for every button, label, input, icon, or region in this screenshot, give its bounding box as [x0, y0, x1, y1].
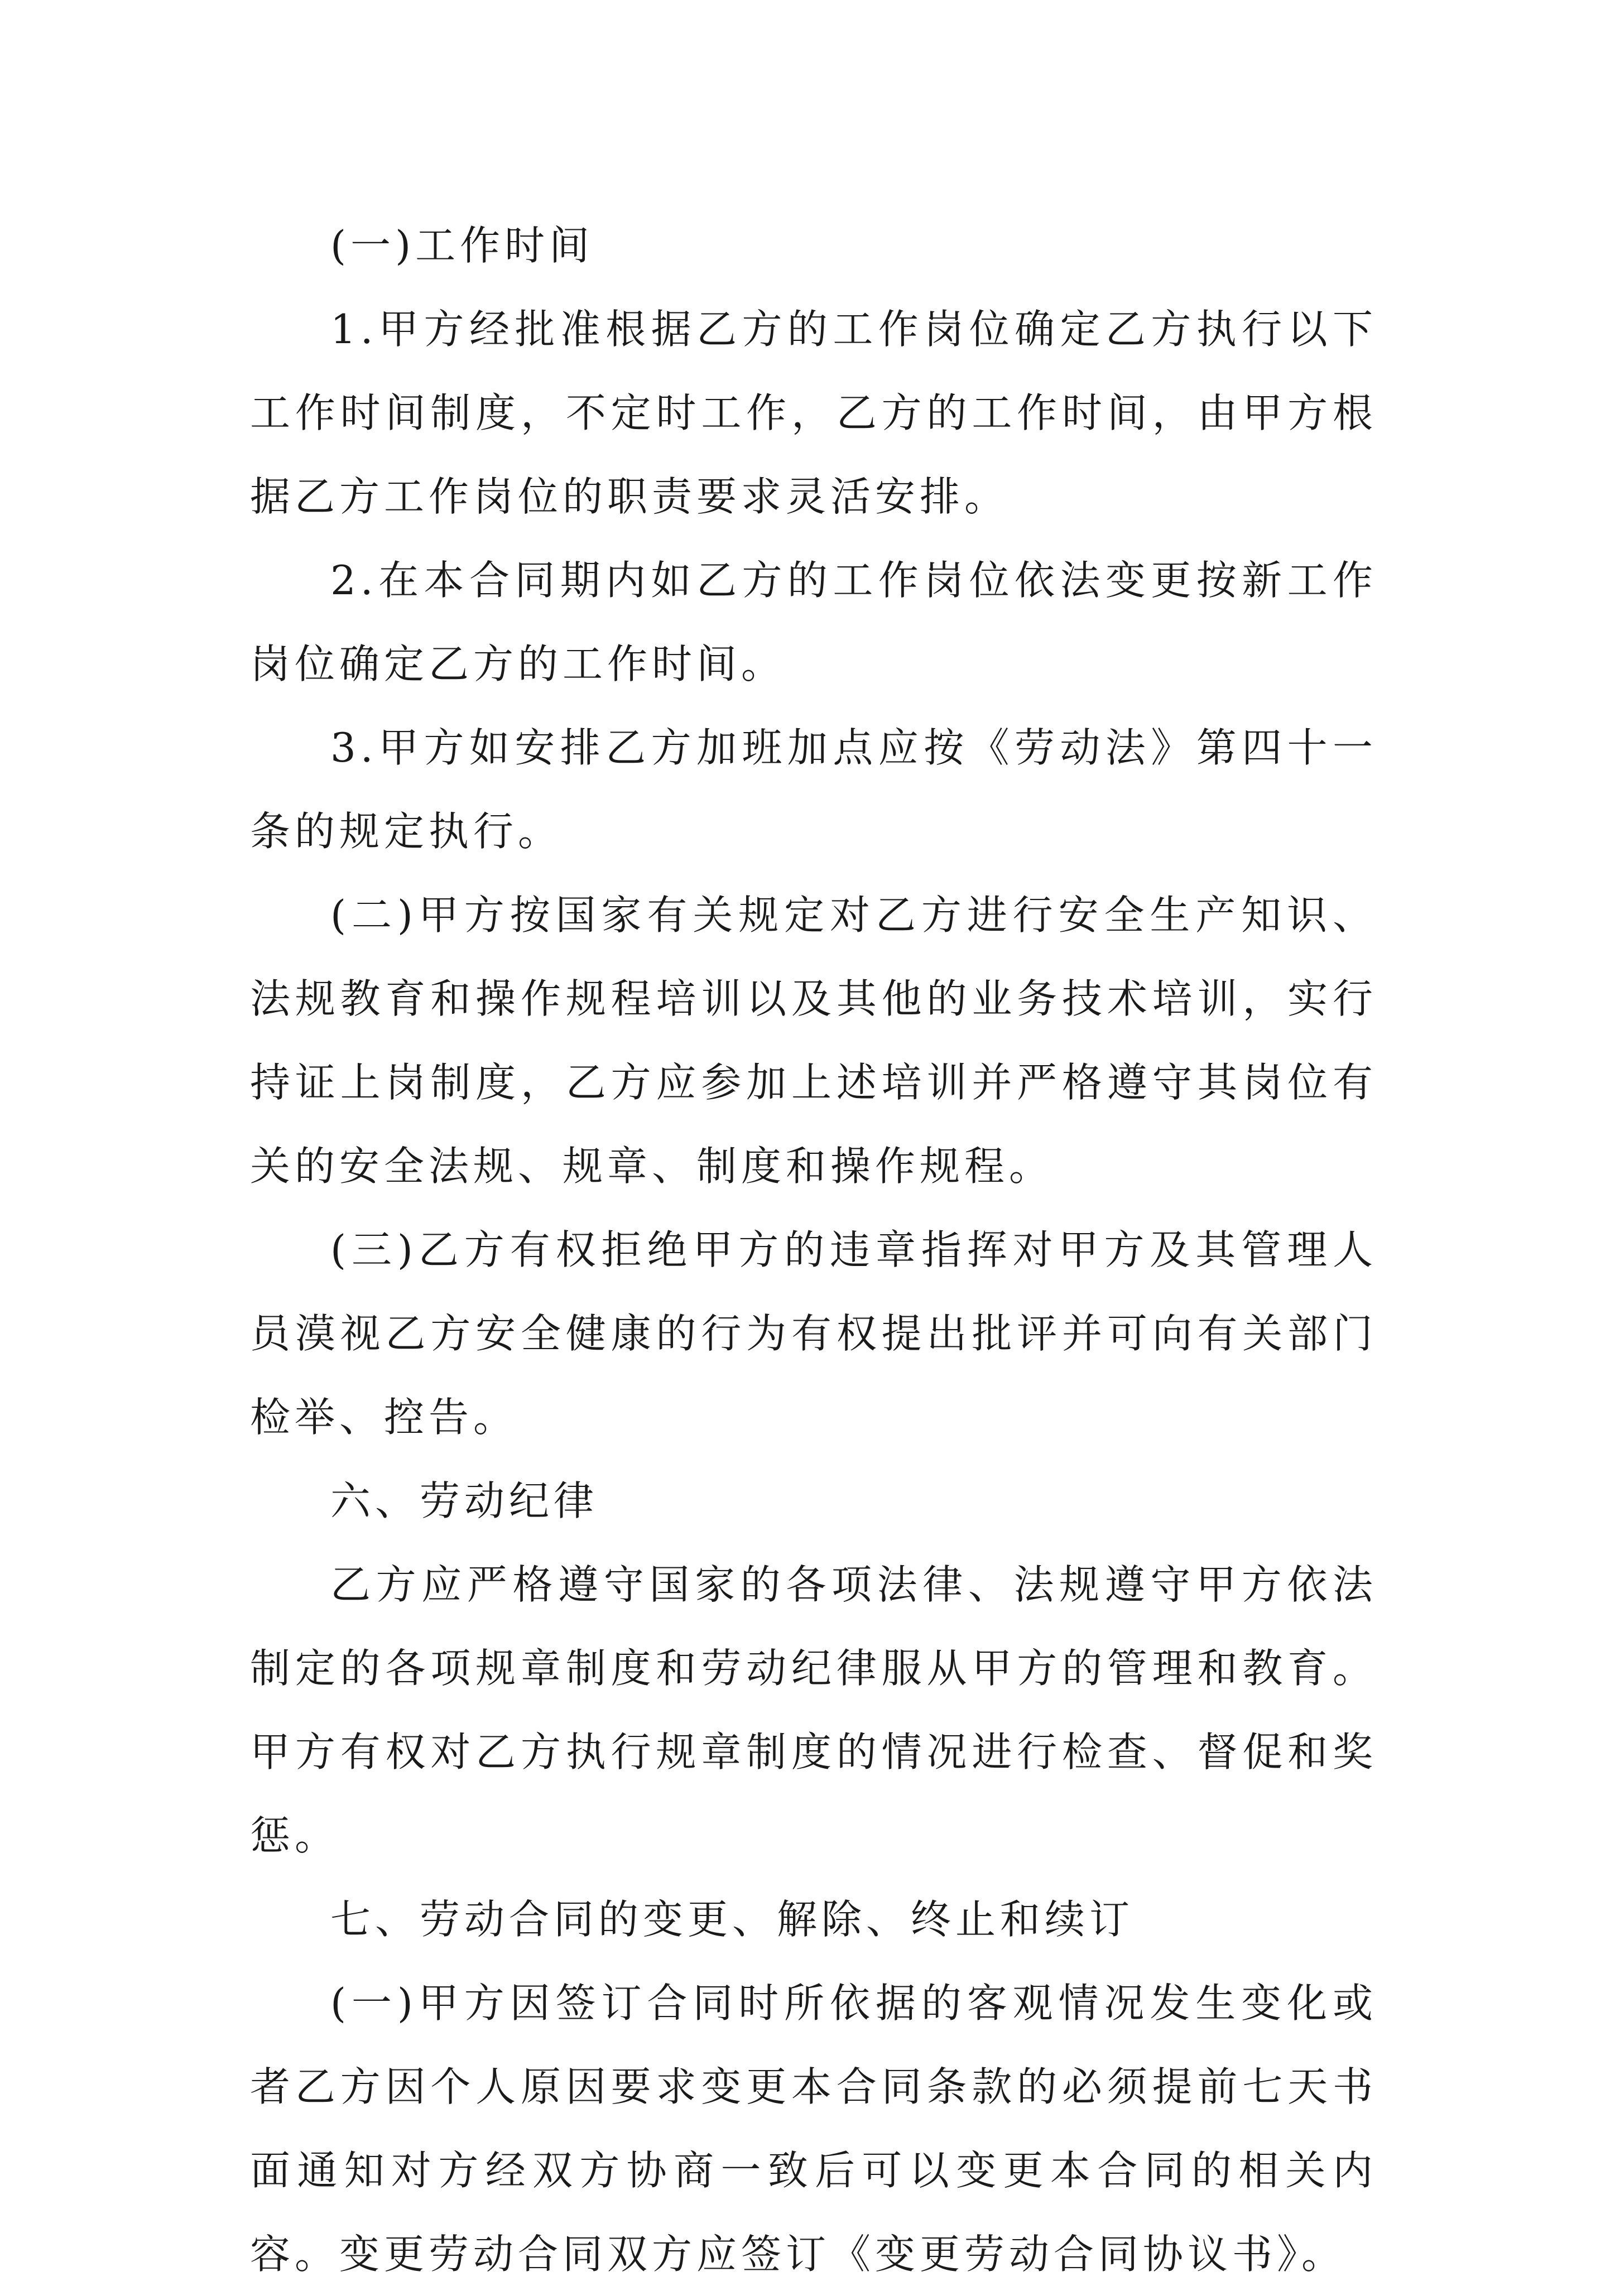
paragraph-work-time-3: 3.甲方如安排乙方加班加点应按《劳动法》第四十一条的规定执行。 — [250, 724, 1377, 855]
section-heading-contract-changes: 七、劳动合同的变更、解除、终止和续订 — [330, 1896, 1135, 1943]
paragraph-work-time-2: 2.在本合同期内如乙方的工作岗位依法变更按新工作岗位确定乙方的工作时间。 — [250, 557, 1377, 687]
paragraph-labor-discipline: 乙方应严格遵守国家的各项法律、法规遵守甲方依法制定的各项规章制度和劳动纪律服从甲方的管理和教育。甲方有权对乙方执行规章制度的情况进行检查、督促和奖惩。 — [250, 1561, 1377, 1859]
paragraph-right-to-refuse: (三)乙方有权拒绝甲方的违章指挥对甲方及其管理人员漠视乙方安全健康的行为有权提出批评并可向有关部门检举、控告。 — [250, 1226, 1377, 1441]
paragraph-work-time-1: 1.甲方经批准根据乙方的工作岗位确定乙方执行以下工作时间制度，不定时工作，乙方的工作时间，由甲方根据乙方工作岗位的职责要求灵活安排。 — [250, 306, 1377, 520]
document-body — [250, 204, 1377, 2296]
section-heading-labor-discipline: 六、劳动纪律 — [330, 1477, 599, 1524]
paragraph-safety-training: (二)甲方按国家有关规定对乙方进行安全生产知识、法规教育和操作规程培训以及其他的业务技术培训，实行持证上岗制度，乙方应参加上述培训并严格遵守其岗位有关的安全法规、规章、制度和操作规程。 — [250, 892, 1377, 1190]
section-heading-work-time: (一)工作时间 — [330, 222, 594, 269]
paragraph-contract-changes-1: (一)甲方因签订合同时所依据的客观情况发生变化或者乙方因个人原因要求变更本合同条款的必须提前七天书面通知对方经双方协商一致后可以变更本合同的相关内容。变更劳动合同双方应签订《变更劳动合同协议书》。 — [250, 1980, 1377, 2278]
